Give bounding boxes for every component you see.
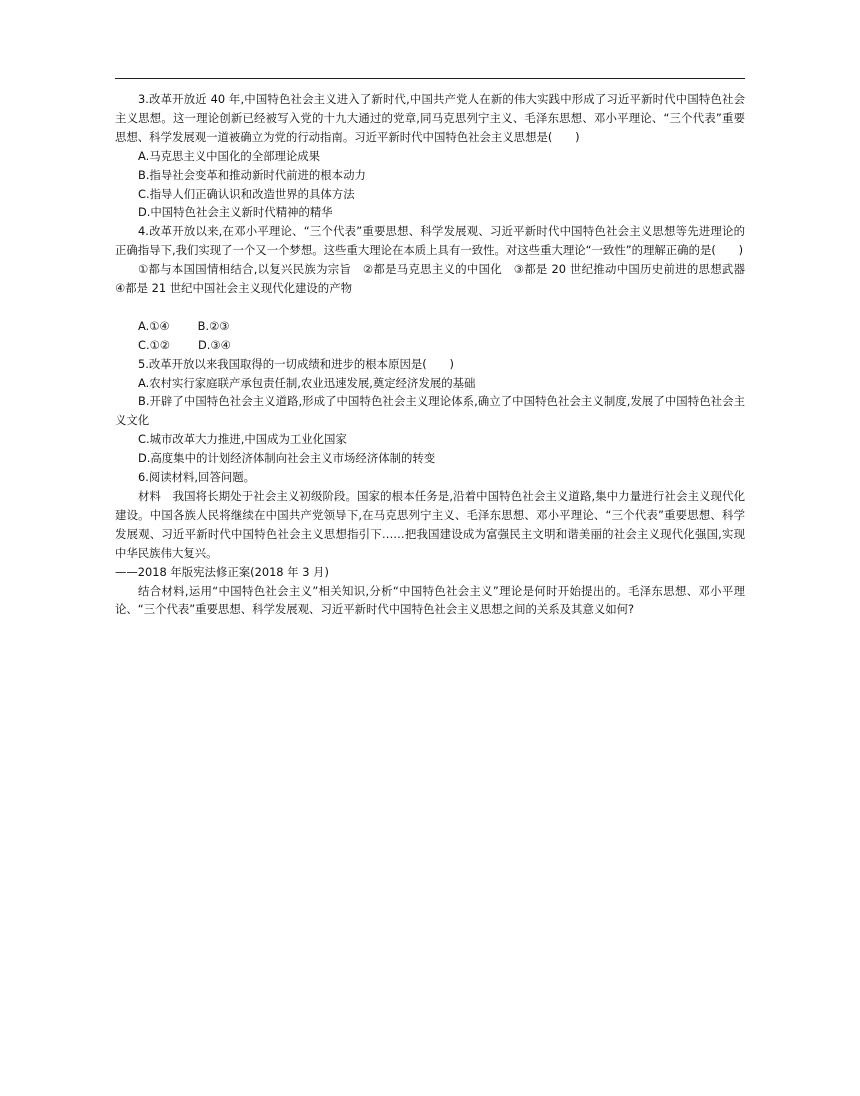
- question-3-option-b: B.指导社会变革和推动新时代前进的根本动力: [138, 167, 366, 182]
- question-4-option-c: C.①②: [138, 337, 170, 352]
- question-4-option-a: A.①④: [138, 318, 170, 333]
- question-6-stem: 6.阅读材料,回答问题。: [138, 470, 256, 485]
- blank-line: [115, 298, 745, 317]
- header-rule: [115, 78, 745, 79]
- question-4-option-b: B.②③: [197, 318, 230, 333]
- question-4-options-row-1: [115, 317, 745, 336]
- question-3-option-a: A.马克思主义中国化的全部理论成果: [138, 148, 321, 163]
- question-5-stem: 5.改革开放以来我国取得的一切成绩和进步的根本原因是( ): [138, 356, 454, 371]
- question-4-items: ①都与本国国情相结合,以复兴民族为宗旨 ②都是马克思主义的中国化 ③都是 20 世纪推动中国历史前进的思想武器 ④都是 21 世纪中国社会主义现代化建设的产物: [115, 262, 757, 296]
- question-6-material: 材料 我国将长期处于社会主义初级阶段。国家的根本任务是,沿着中国特色社会主义道路,集中力量进行社会主义现代化建设。中国各族人民将继续在中国共产党领导下,在马克思列宁主义、毛泽东思想、邓小平理论、“三个代表”重要思想、科学发展观、习近平新时代中国特色社会主义思想指引下……把我国建设成为富强民主文明和谐美丽的社会主义现代化强国,实现中华民族伟大复兴。: [115, 489, 745, 560]
- question-5-option-d: D.高度集中的计划经济体制向社会主义市场经济体制的转变: [138, 451, 436, 466]
- question-3-stem: 3.改革开放近 40 年,中国特色社会主义进入了新时代,中国共产党人在新的伟大实践中形成了习近平新时代中国特色社会主义思想。这一理论创新已经被写入党的十九大通过的党章,同马克思列宁主义、毛泽东思想、邓小平理论、“三个代表”重要思想、科学发展观一道被确立为党的行动指南。习近平新时代中国特色社会主义思想是( ): [115, 92, 745, 144]
- question-5-option-b: B.开辟了中国特色社会主义道路,形成了中国特色社会主义理论体系,确立了中国特色社会主义制度,发展了中国特色社会主义文化: [115, 394, 745, 428]
- document-body: [115, 90, 757, 619]
- question-4-stem: 4.改革开放以来,在邓小平理论、“三个代表”重要思想、科学发展观、习近平新时代中国特色社会主义思想等先进理论的正确指导下,我们实现了一个又一个梦想。这些重大理论在本质上具有一致性。对这些重大理论“一致性”的理解正确的是( ): [115, 224, 745, 258]
- question-4-options-row-2: [115, 336, 745, 355]
- question-3-option-d: D.中国特色社会主义新时代精神的精华: [138, 205, 333, 220]
- question-5-option-a: A.农村实行家庭联产承包责任制,农业迅速发展,奠定经济发展的基础: [138, 375, 476, 390]
- question-3-option-c: C.指导人们正确认识和改造世界的具体方法: [138, 186, 355, 201]
- question-5-option-c: C.城市改革大力推进,中国成为工业化国家: [138, 432, 347, 447]
- question-6-source: ——2018 年版宪法修正案(2018 年 3 月): [115, 564, 329, 579]
- question-4-option-d: D.③④: [198, 337, 231, 352]
- question-6-question: 结合材料,运用“中国特色社会主义”相关知识,分析“中国特色社会主义”理论是何时开始提出的。毛泽东思想、邓小平理论、“三个代表”重要思想、科学发展观、习近平新时代中国特色社会主义思想之间的关系及其意义如何?: [115, 583, 745, 617]
